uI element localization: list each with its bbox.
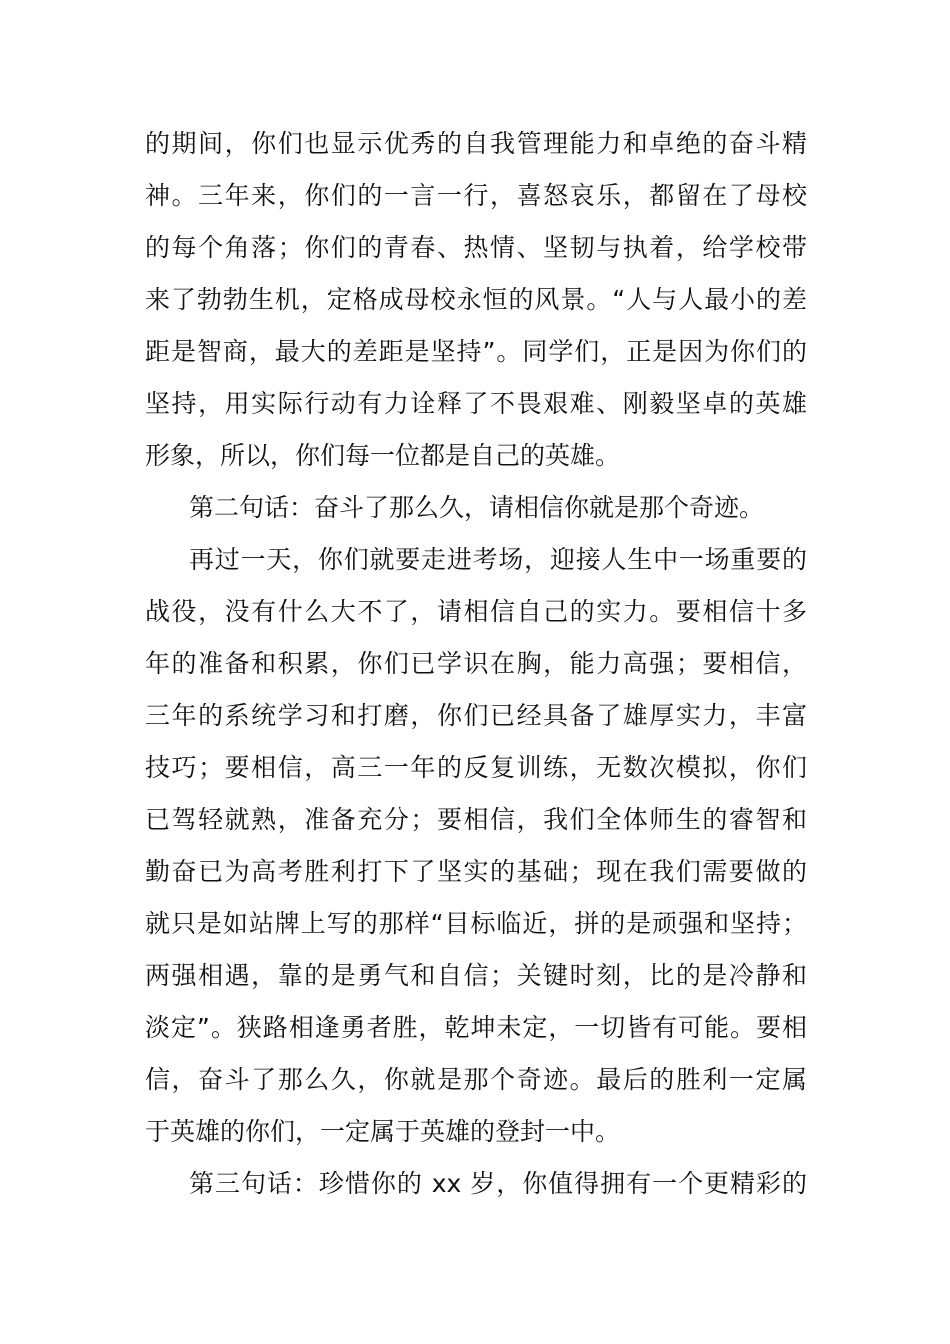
text-line: 距是智商，最大的差距是坚持”。同学们，正是因为你们的 xyxy=(145,337,807,366)
text-line: 勤奋已为高考胜利打下了坚实的基础；现在我们需要做的 xyxy=(145,857,807,886)
text-line: 来了勃勃生机，定格成母校永恒的风景。“人与人最小的差 xyxy=(145,285,807,314)
text-line: 于英雄的你们，一定属于英雄的登封一中。 xyxy=(145,1117,621,1146)
text-line: 的每个角落；你们的青春、热情、坚韧与执着，给学校带 xyxy=(145,233,807,262)
document-body xyxy=(145,118,807,1210)
text-line: 神。三年来，你们的一言一行，喜怒哀乐，都留在了母校 xyxy=(145,181,807,210)
text-line: 信，奋斗了那么久，你就是那个奇迹。最后的胜利一定属 xyxy=(145,1065,807,1094)
text-line: 技巧；要相信，高三一年的反复训练，无数次模拟，你们 xyxy=(145,753,807,782)
text-line: 第二句话：奋斗了那么久，请相信你就是那个奇迹。 xyxy=(189,493,765,522)
text-line: 已驾轻就熟，准备充分；要相信，我们全体师生的睿智和 xyxy=(145,805,807,834)
text-line: 两强相遇，靠的是勇气和自信；关键时刻，比的是冷静和 xyxy=(145,961,807,990)
text-line: 年的准备和积累，你们已学识在胸，能力高强；要相信， xyxy=(145,649,807,678)
text-line: 就只是如站牌上写的那样“目标临近，拼的是顽强和坚持； xyxy=(145,909,807,938)
text-line: 的期间，你们也显示优秀的自我管理能力和卓绝的奋斗精 xyxy=(145,129,807,158)
text-line: 坚持，用实际行动有力诠释了不畏艰难、刚毅坚卓的英雄 xyxy=(145,389,807,418)
text-line: 战役，没有什么大不了，请相信自己的实力。要相信十多 xyxy=(145,597,807,626)
text-line: 淡定”。狭路相逢勇者胜，乾坤未定，一切皆有可能。要相 xyxy=(145,1013,807,1042)
text-line: 再过一天，你们就要走进考场，迎接人生中一场重要的 xyxy=(189,545,807,574)
text-line: 形象，所以，你们每一位都是自己的英雄。 xyxy=(145,441,621,470)
text-line: 第三句话：珍惜你的 xx 岁，你值得拥有一个更精彩的 xyxy=(189,1169,807,1198)
text-line: 三年的系统学习和打磨，你们已经具备了雄厚实力，丰富 xyxy=(145,701,807,730)
